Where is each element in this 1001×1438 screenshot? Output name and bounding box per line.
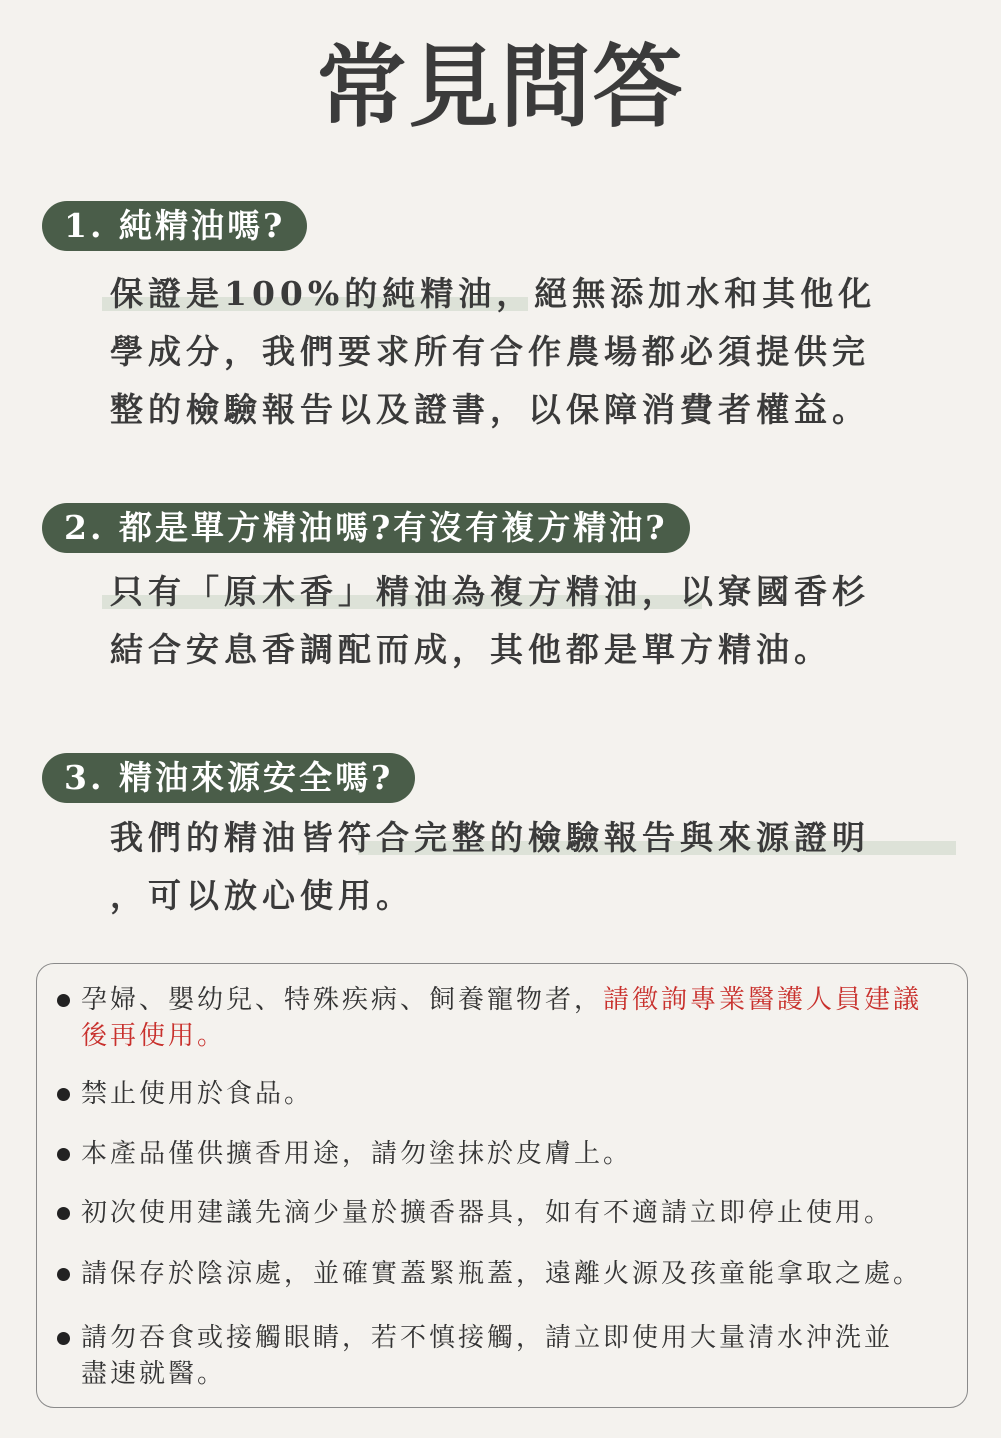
bullet-icon [57,994,70,1007]
faq-answer-2 [110,563,960,679]
bullet-icon [57,1207,70,1220]
faq-answer-3 [110,809,960,925]
bullet-icon [57,1268,70,1281]
answer-line: 結合安息香調配而成，其他都是單方精油。 [110,630,832,669]
faq-question-1: 1. 純精油嗎? [42,201,307,251]
bullet-icon [57,1332,70,1345]
precaution-item-4: 初次使用建議先滴少量於擴香器具，如有不適請立即停止使用。 [57,1195,947,1231]
bullet-icon [57,1148,70,1161]
bullet-icon [57,1088,70,1101]
precautions-box [36,963,968,1408]
page-title: 常見問答 [316,34,685,140]
faq-question-3: 3. 精油來源安全嗎? [42,753,415,803]
precaution-item-3: 本產品僅供擴香用途，請勿塗抹於皮膚上。 [57,1136,947,1172]
answer-line: 保證是100%的純精油，絕無添加水和其他化 [110,265,960,323]
answer-line: 只有「原木香」精油為複方精油，以寮國香杉 [110,563,960,621]
answer-line: 學成分，我們要求所有合作農場都必須提供完 [110,332,870,371]
faq-answer-1 [110,265,960,439]
precaution-item-5: 請保存於陰涼處，並確實蓋緊瓶蓋，遠離火源及孩童能拿取之處。 [57,1256,947,1292]
answer-line: 整的檢驗報告以及證書，以保障消費者權益。 [110,390,870,429]
faq-question-2: 2. 都是單方精油嗎?有沒有複方精油? [42,503,690,553]
precaution-item-1: 孕婦、嬰幼兒、特殊疾病、飼養寵物者，請徵詢專業醫護人員建議 後再使用。 [57,982,947,1054]
precaution-item-2: 禁止使用於食品。 [57,1076,947,1112]
precaution-item-6: 請勿吞食或接觸眼睛，若不慎接觸，請立即使用大量清水沖洗並 盡速就醫。 [57,1320,947,1392]
answer-line: 我們的精油皆符合完整的檢驗報告與來源證明 [110,809,960,867]
answer-line: ，可以放心使用。 [110,876,414,915]
